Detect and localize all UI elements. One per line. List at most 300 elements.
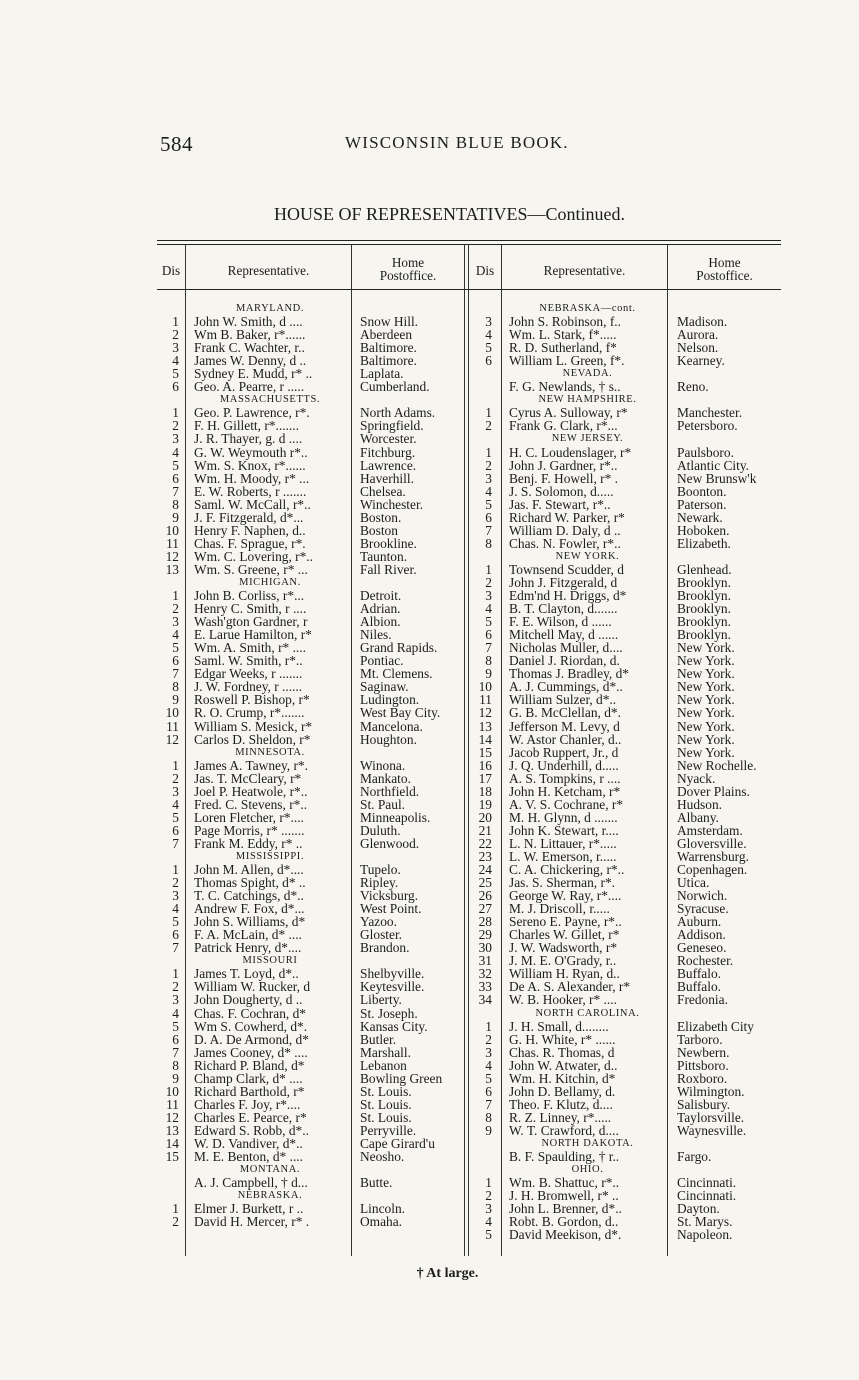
district-number: 20 [478, 809, 492, 825]
representative-name: Jas. T. McCleary, r* [194, 770, 302, 786]
district-number: 9 [172, 1070, 179, 1086]
representative-name: F. G. Newlands, † s.. [509, 379, 621, 395]
district-number: 2 [485, 574, 492, 590]
district-number: 10 [165, 1083, 179, 1099]
district-number: 7 [172, 940, 179, 956]
representative-name: John B. Corliss, r*... [194, 588, 305, 604]
district-number: 4 [485, 1214, 492, 1230]
home-postoffice: West Bay City. [360, 705, 441, 721]
representative-name: Charles E. Pearce, r* [194, 1109, 307, 1125]
district-number: 1 [172, 1201, 179, 1217]
home-postoffice: Madison. [677, 314, 728, 330]
representative-name: Saml. W. McCall, r*.. [194, 496, 311, 512]
representative-name: G. H. White, r* ...... [509, 1031, 616, 1047]
home-postoffice: Copenhagen. [677, 862, 748, 878]
home-postoffice: Paulsboro. [677, 444, 734, 460]
representative-name: Geo. P. Lawrence, r*. [194, 405, 310, 421]
representative-name: G. W. Weymouth r*.. [194, 444, 308, 460]
district-number: 8 [172, 496, 179, 512]
representative-name: Richard P. Bland, d* [194, 1057, 305, 1073]
representative-name: Townsend Scudder, d [509, 561, 624, 577]
representative-name: J. Q. Underhill, d..... [509, 757, 619, 773]
district-number: 7 [485, 640, 492, 656]
representative-name: Frank C. Wachter, r.. [194, 340, 305, 356]
home-postoffice: Saginaw. [360, 679, 409, 695]
representative-name: William D. Daly, d .. [509, 522, 621, 538]
representative-name: A. V. S. Cochrane, r* [509, 796, 624, 812]
district-number: 4 [485, 327, 492, 343]
district-number: 1 [485, 561, 492, 577]
representative-name: C. A. Chickering, r*.. [509, 862, 625, 878]
state-heading: MARYLAND. [235, 303, 305, 314]
state-heading: NEW JERSEY. [551, 433, 624, 445]
district-number: 11 [166, 535, 179, 551]
home-postoffice: Butte. [360, 1175, 393, 1191]
district-number: 11 [479, 692, 492, 708]
column-divider [468, 244, 469, 1256]
district-number: 2 [172, 418, 179, 434]
home-postoffice: Haverhill. [360, 470, 414, 486]
district-number: 3 [485, 1201, 492, 1217]
district-number: 2 [485, 1031, 492, 1047]
representative-name: William W. Rucker, d [194, 979, 311, 995]
header-rule [157, 289, 781, 290]
district-number: 12 [165, 1109, 179, 1125]
home-postoffice: Kearney. [677, 353, 725, 369]
home-postoffice: Shelbyville. [360, 966, 425, 982]
district-number: 5 [172, 640, 179, 656]
district-number: 6 [172, 470, 179, 486]
running-head: WISCONSIN BLUE BOOK. [345, 133, 569, 152]
district-number: 7 [485, 522, 492, 538]
home-postoffice: Yazoo. [360, 914, 397, 930]
representative-name: Edgar Weeks, r ....... [194, 666, 303, 682]
representative-name: A. J. Campbell, † d... [194, 1175, 308, 1191]
district-number: 1 [172, 314, 179, 330]
home-postoffice: Atlantic City. [677, 457, 750, 473]
home-postoffice: Aurora. [677, 327, 719, 343]
representative-name: A. J. Cummings, d*.. [509, 679, 623, 695]
district-number: 5 [485, 496, 492, 512]
representative-name: F. A. McLain, d* .... [194, 927, 302, 943]
representative-name: Wash'gton Gardner, r [194, 614, 308, 630]
representative-name: J. F. Fitzgerald, d*... [194, 509, 304, 525]
home-postoffice: Houghton. [360, 731, 417, 747]
home-postoffice: Pittsboro. [677, 1057, 729, 1073]
district-number: 10 [165, 705, 179, 721]
district-number: 13 [165, 1122, 179, 1138]
home-postoffice: Baltimore. [360, 340, 417, 356]
home-postoffice: Waynesville. [677, 1122, 747, 1138]
representative-name: Wm. A. Smith, r* .... [194, 640, 306, 656]
home-postoffice: New York. [677, 705, 735, 721]
representative-name: W. D. Vandiver, d*.. [194, 1136, 303, 1151]
home-postoffice: Winona. [360, 757, 406, 773]
home-postoffice: Nyack. [677, 770, 716, 786]
home-postoffice: Brooklyn. [677, 601, 731, 617]
representative-name: M. H. Glynn, d ....... [509, 809, 618, 825]
district-number: 9 [485, 1122, 492, 1138]
district-number: 1 [485, 444, 492, 460]
home-postoffice: Rochester. [677, 953, 734, 969]
state-heading: NORTH CAROLINA. [535, 1007, 640, 1019]
representative-name: John W. Smith, d .... [194, 314, 303, 330]
district-number: 14 [478, 731, 492, 747]
representative-name: J. R. Thayer, g. d .... [194, 431, 303, 447]
representative-name: Wm. H. Moody, r* ... [194, 470, 310, 486]
district-number: 3 [172, 783, 179, 799]
home-postoffice: Roxboro. [677, 1070, 728, 1086]
representative-name: James A. Tawney, r*. [194, 757, 308, 773]
representative-name: J. W. Fordney, r ...... [194, 679, 303, 695]
home-postoffice: Pontiac. [360, 653, 404, 669]
home-postoffice: Mt. Clemens. [360, 666, 433, 682]
home-postoffice: Chelsea. [360, 483, 406, 499]
representative-name: William L. Green, f*. [509, 353, 625, 369]
home-postoffice: Boston [360, 522, 398, 538]
district-number: 3 [172, 431, 179, 447]
district-number: 4 [172, 444, 179, 460]
representative-name: Patrick Henry, d*.... [194, 940, 302, 956]
representative-name: John L. Brenner, d*.. [509, 1201, 622, 1217]
district-number: 17 [478, 770, 492, 786]
district-number: 23 [478, 848, 492, 864]
representative-name: R. D. Sutherland, f* [509, 340, 617, 356]
representative-name: F. E. Wilson, d ...... [509, 614, 612, 630]
representative-name: John S. Williams, d* [194, 914, 306, 930]
district-number: 5 [485, 340, 492, 356]
representative-name: Charles F. Joy, r*.... [194, 1096, 301, 1112]
home-postoffice: Syracuse. [677, 901, 729, 917]
home-postoffice: New York. [677, 718, 735, 734]
representative-name: Robt. B. Gordon, d.. [509, 1214, 619, 1230]
footnote: † At large. [416, 1266, 479, 1281]
district-number: 4 [172, 901, 179, 917]
home-postoffice: Amsterdam. [677, 822, 743, 838]
state-heading: MICHIGAN. [239, 576, 301, 588]
district-number: 34 [478, 992, 492, 1008]
representative-name: H. C. Loudenslager, r* [509, 444, 632, 460]
district-number: 5 [172, 914, 179, 930]
home-postoffice: Glenhead. [677, 561, 732, 577]
home-postoffice: Springfield. [360, 418, 424, 434]
representative-name: Joel P. Heatwole, r*.. [194, 783, 308, 799]
representative-name: Fred. C. Stevens, r*.. [194, 796, 308, 812]
district-number: 2 [485, 1188, 492, 1204]
district-number: 29 [478, 927, 492, 943]
column-divider [185, 244, 186, 1256]
representative-name: John H. Ketcham, r* [509, 783, 621, 799]
home-postoffice: Elizabeth City [677, 1018, 754, 1034]
district-number: 3 [485, 314, 492, 330]
home-postoffice: Cape Girard'u [360, 1136, 435, 1151]
header-representative-right: Representative. [543, 263, 626, 278]
home-postoffice: Geneseo. [677, 940, 727, 956]
district-number: 2 [172, 875, 179, 891]
representative-name: Champ Clark, d* .... [194, 1070, 303, 1086]
home-postoffice: New York. [677, 653, 735, 669]
home-postoffice: Butler. [360, 1031, 397, 1047]
representative-name: George W. Ray, r*.... [509, 888, 622, 904]
district-number: 6 [172, 927, 179, 943]
representative-name: John Dougherty, d .. [194, 992, 303, 1008]
representative-name: E. W. Roberts, r ....... [194, 483, 307, 499]
district-number: 7 [172, 483, 179, 499]
state-heading: MONTANA. [239, 1164, 301, 1176]
home-postoffice: Kansas City. [360, 1018, 428, 1034]
home-postoffice: Buffalo. [677, 966, 722, 982]
district-number: 28 [478, 914, 492, 930]
representative-name: Wm. S. Knox, r*...... [194, 457, 306, 473]
representative-name: Page Morris, r* ....... [194, 822, 305, 838]
home-postoffice: Reno. [677, 379, 709, 395]
home-postoffice: Cincinnati. [677, 1188, 737, 1204]
home-postoffice: Lawrence. [360, 457, 417, 473]
district-number: 10 [165, 522, 179, 538]
district-number: 12 [165, 731, 179, 747]
home-postoffice: Lebanon [360, 1057, 407, 1073]
district-number: 19 [478, 796, 492, 812]
district-number: 8 [485, 653, 492, 669]
district-number: 6 [485, 1083, 492, 1099]
home-postoffice: Brandon. [360, 940, 410, 956]
representative-name: Geo. A. Pearre, r ..... [194, 379, 305, 395]
representative-name: R. Z. Linney, r*..... [509, 1109, 612, 1125]
district-number: 12 [165, 548, 179, 564]
header-home-left [352, 256, 464, 282]
home-postoffice: Taylorsville. [677, 1109, 745, 1125]
home-postoffice: Keytesville. [360, 979, 425, 995]
representative-name: J. M. E. O'Grady, r.. [509, 953, 617, 969]
home-postoffice: St. Louis. [360, 1096, 412, 1112]
district-number: 2 [172, 770, 179, 786]
home-postoffice: Norwich. [677, 888, 728, 904]
home-postoffice: New Brunsw'k [677, 470, 757, 486]
district-number: 15 [165, 1149, 179, 1165]
home-postoffice: Fall River. [360, 561, 417, 577]
representative-name: John K. Stewart, r.... [509, 822, 619, 838]
representative-name: Henry F. Naphen, d.. [194, 522, 306, 538]
representative-name: John J. Fitzgerald, d [509, 574, 618, 590]
state-heading: MASSACHUSETTS. [219, 394, 321, 406]
district-number: 5 [485, 1227, 492, 1243]
representative-name: J. S. Solomon, d..... [509, 483, 614, 499]
state-heading: NEVADA. [562, 368, 613, 380]
home-postoffice: Niles. [360, 627, 392, 643]
district-number: 7 [172, 835, 179, 851]
home-postoffice: Nelson. [677, 340, 719, 356]
home-postoffice: Tarboro. [677, 1031, 723, 1047]
district-number: 13 [165, 561, 179, 577]
representative-name: J. W. Wadsworth, r* [509, 940, 618, 956]
district-number: 22 [478, 835, 492, 851]
home-postoffice: Dover Plains. [677, 783, 750, 799]
district-number: 2 [485, 418, 492, 434]
representative-name: Charles W. Gillet, r* [509, 927, 620, 943]
home-postoffice: Neosho. [360, 1149, 405, 1165]
representative-name: Wm. S. Greene, r* ... [194, 561, 308, 577]
representative-name: William H. Ryan, d.. [509, 966, 620, 982]
representative-name: Richard Barthold, r* [194, 1083, 305, 1099]
page-title: HOUSE OF REPRESENTATIVES—Continued. [273, 204, 626, 224]
district-number: 1 [172, 862, 179, 878]
representative-name: Carlos D. Sheldon, r* [194, 731, 311, 747]
district-number: 15 [478, 744, 492, 760]
home-postoffice: Boston. [360, 509, 402, 525]
home-postoffice: Albany. [677, 809, 719, 825]
district-number: 4 [485, 483, 492, 499]
header-dis-left: Dis [161, 263, 181, 278]
representative-name: Thomas J. Bradley, d* [509, 666, 629, 682]
home-postoffice: Napoleon. [677, 1227, 733, 1243]
header-home-right [668, 256, 781, 282]
representative-name: David Meekison, d*. [509, 1227, 622, 1243]
district-number: 6 [485, 509, 492, 525]
home-postoffice: Worcester. [360, 431, 417, 447]
home-postoffice: Buffalo. [677, 979, 722, 995]
header-home-line2: Postoffice. [379, 268, 437, 283]
district-number: 3 [172, 888, 179, 904]
representative-name: De A. S. Alexander, r* [509, 979, 631, 995]
state-heading: NEBRASKA. [237, 1190, 303, 1202]
state-heading: MISSOURI [242, 955, 298, 967]
home-postoffice: Lincoln. [360, 1201, 405, 1217]
district-number: 18 [478, 783, 492, 799]
district-number: 31 [478, 953, 492, 969]
state-heading: NEW HAMPSHIRE. [538, 394, 637, 406]
district-number: 6 [172, 653, 179, 669]
district-number: 11 [166, 718, 179, 734]
representative-name: Sereno E. Payne, r*.. [509, 914, 622, 930]
home-postoffice: Gloversville. [677, 835, 747, 851]
home-postoffice: Addison. [677, 927, 726, 943]
home-postoffice: Baltimore. [360, 353, 417, 369]
home-postoffice: New York. [677, 744, 735, 760]
district-number: 3 [172, 992, 179, 1008]
district-number: 2 [172, 1214, 179, 1230]
district-number: 8 [172, 1057, 179, 1073]
home-postoffice: Brooklyn. [677, 574, 731, 590]
district-number: 26 [478, 888, 492, 904]
representative-name: James T. Loyd, d*.. [194, 966, 299, 982]
home-postoffice: Albion. [360, 614, 401, 630]
home-postoffice: Brooklyn. [677, 614, 731, 630]
header-representative-left: Representative. [227, 263, 310, 278]
representative-name: William S. Mesick, r* [194, 718, 313, 734]
representative-name: Jefferson M. Levy, d [509, 718, 620, 734]
home-postoffice: St. Joseph. [360, 1005, 418, 1021]
district-number: 1 [172, 588, 179, 604]
representative-name: Andrew F. Fox, d*... [194, 901, 305, 917]
representative-name: Nicholas Muller, d.... [509, 640, 623, 656]
home-postoffice: Wilmington. [677, 1083, 745, 1099]
district-number: 2 [172, 327, 179, 343]
representative-name: Mitchell May, d ...... [509, 627, 619, 643]
representative-name: J. H. Bromwell, r* .. [509, 1188, 619, 1204]
state-heading: MINNESOTA. [235, 746, 305, 758]
district-number: 1 [172, 757, 179, 773]
district-number: 1 [172, 966, 179, 982]
home-postoffice: Petersboro. [677, 418, 738, 434]
representative-name: Frank G. Clark, r*... [509, 418, 618, 434]
district-number: 8 [485, 1109, 492, 1125]
district-number: 8 [485, 535, 492, 551]
district-number: 4 [172, 353, 179, 369]
state-heading: MISSISSIPPI. [235, 850, 305, 862]
representative-name: L. N. Littauer, r*..... [509, 835, 617, 851]
representative-name: Edm'nd H. Driggs, d* [509, 588, 627, 604]
district-number: 5 [172, 809, 179, 825]
home-postoffice: St. Paul. [360, 796, 406, 812]
district-number: 16 [478, 757, 492, 773]
representative-name: John S. Robinson, f.. [509, 314, 621, 330]
district-number: 10 [478, 679, 492, 695]
home-postoffice: New York. [677, 731, 735, 747]
representative-name: James W. Denny, d .. [194, 353, 307, 369]
district-number: 7 [172, 666, 179, 682]
home-postoffice: Cincinnati. [677, 1175, 737, 1191]
representative-name: Edward S. Robb, d*.. [194, 1122, 309, 1138]
district-number: 3 [172, 340, 179, 356]
district-number: 7 [172, 1044, 179, 1060]
district-number: 9 [172, 692, 179, 708]
representative-name: Roswell P. Bishop, r* [194, 692, 310, 708]
state-heading: NORTH DAKOTA. [541, 1138, 634, 1149]
representative-name: M. E. Benton, d* .... [194, 1149, 303, 1165]
state-heading: NEBRASKA—cont. [539, 303, 636, 314]
representative-name: Chas. R. Thomas, d [509, 1044, 615, 1060]
home-postoffice: Adrian. [360, 601, 401, 617]
top-rule-1 [157, 240, 781, 241]
home-postoffice: New York. [677, 666, 735, 682]
representative-name: F. H. Gillett, r*....... [194, 418, 299, 434]
home-postoffice: Utica. [677, 875, 710, 891]
representative-name: James Cooney, d* .... [194, 1044, 308, 1060]
representative-name: M. J. Driscoll, r..... [509, 901, 610, 917]
district-number: 6 [485, 627, 492, 643]
representative-name: Loren Fletcher, r*.... [194, 809, 304, 825]
home-postoffice: Snow Hill. [360, 314, 419, 330]
home-postoffice: Northfield. [360, 783, 420, 799]
home-postoffice: Gloster. [360, 927, 403, 943]
home-postoffice: Laplata. [360, 366, 404, 382]
top-rule-2 [157, 244, 781, 245]
district-number: 6 [172, 822, 179, 838]
home-postoffice: Salisbury. [677, 1096, 731, 1112]
district-number: 2 [172, 979, 179, 995]
district-number: 3 [485, 588, 492, 604]
representative-name: Wm. H. Kitchin, d* [509, 1070, 616, 1086]
representative-name: Theo. F. Klutz, d.... [509, 1096, 613, 1112]
district-number: 3 [172, 614, 179, 630]
home-postoffice: Duluth. [360, 822, 401, 838]
home-postoffice: Glenwood. [360, 835, 420, 851]
district-number: 13 [478, 718, 492, 734]
home-postoffice: New Rochelle. [677, 757, 757, 773]
representative-name: B. F. Spaulding, † r.. [509, 1149, 620, 1165]
district-number: 5 [172, 366, 179, 382]
district-number: 6 [172, 1031, 179, 1047]
home-postoffice: Hoboken. [677, 522, 730, 538]
home-postoffice: St. Louis. [360, 1083, 412, 1099]
state-heading: OHIO. [571, 1164, 604, 1176]
home-postoffice: Mankato. [360, 770, 411, 786]
district-number: 9 [172, 509, 179, 525]
representative-name: Elmer J. Burkett, r .. [194, 1201, 304, 1217]
home-postoffice: Minneapolis. [360, 809, 431, 825]
home-postoffice: Liberty. [360, 992, 402, 1008]
representative-name: Benj. F. Howell, r* . [509, 470, 619, 486]
